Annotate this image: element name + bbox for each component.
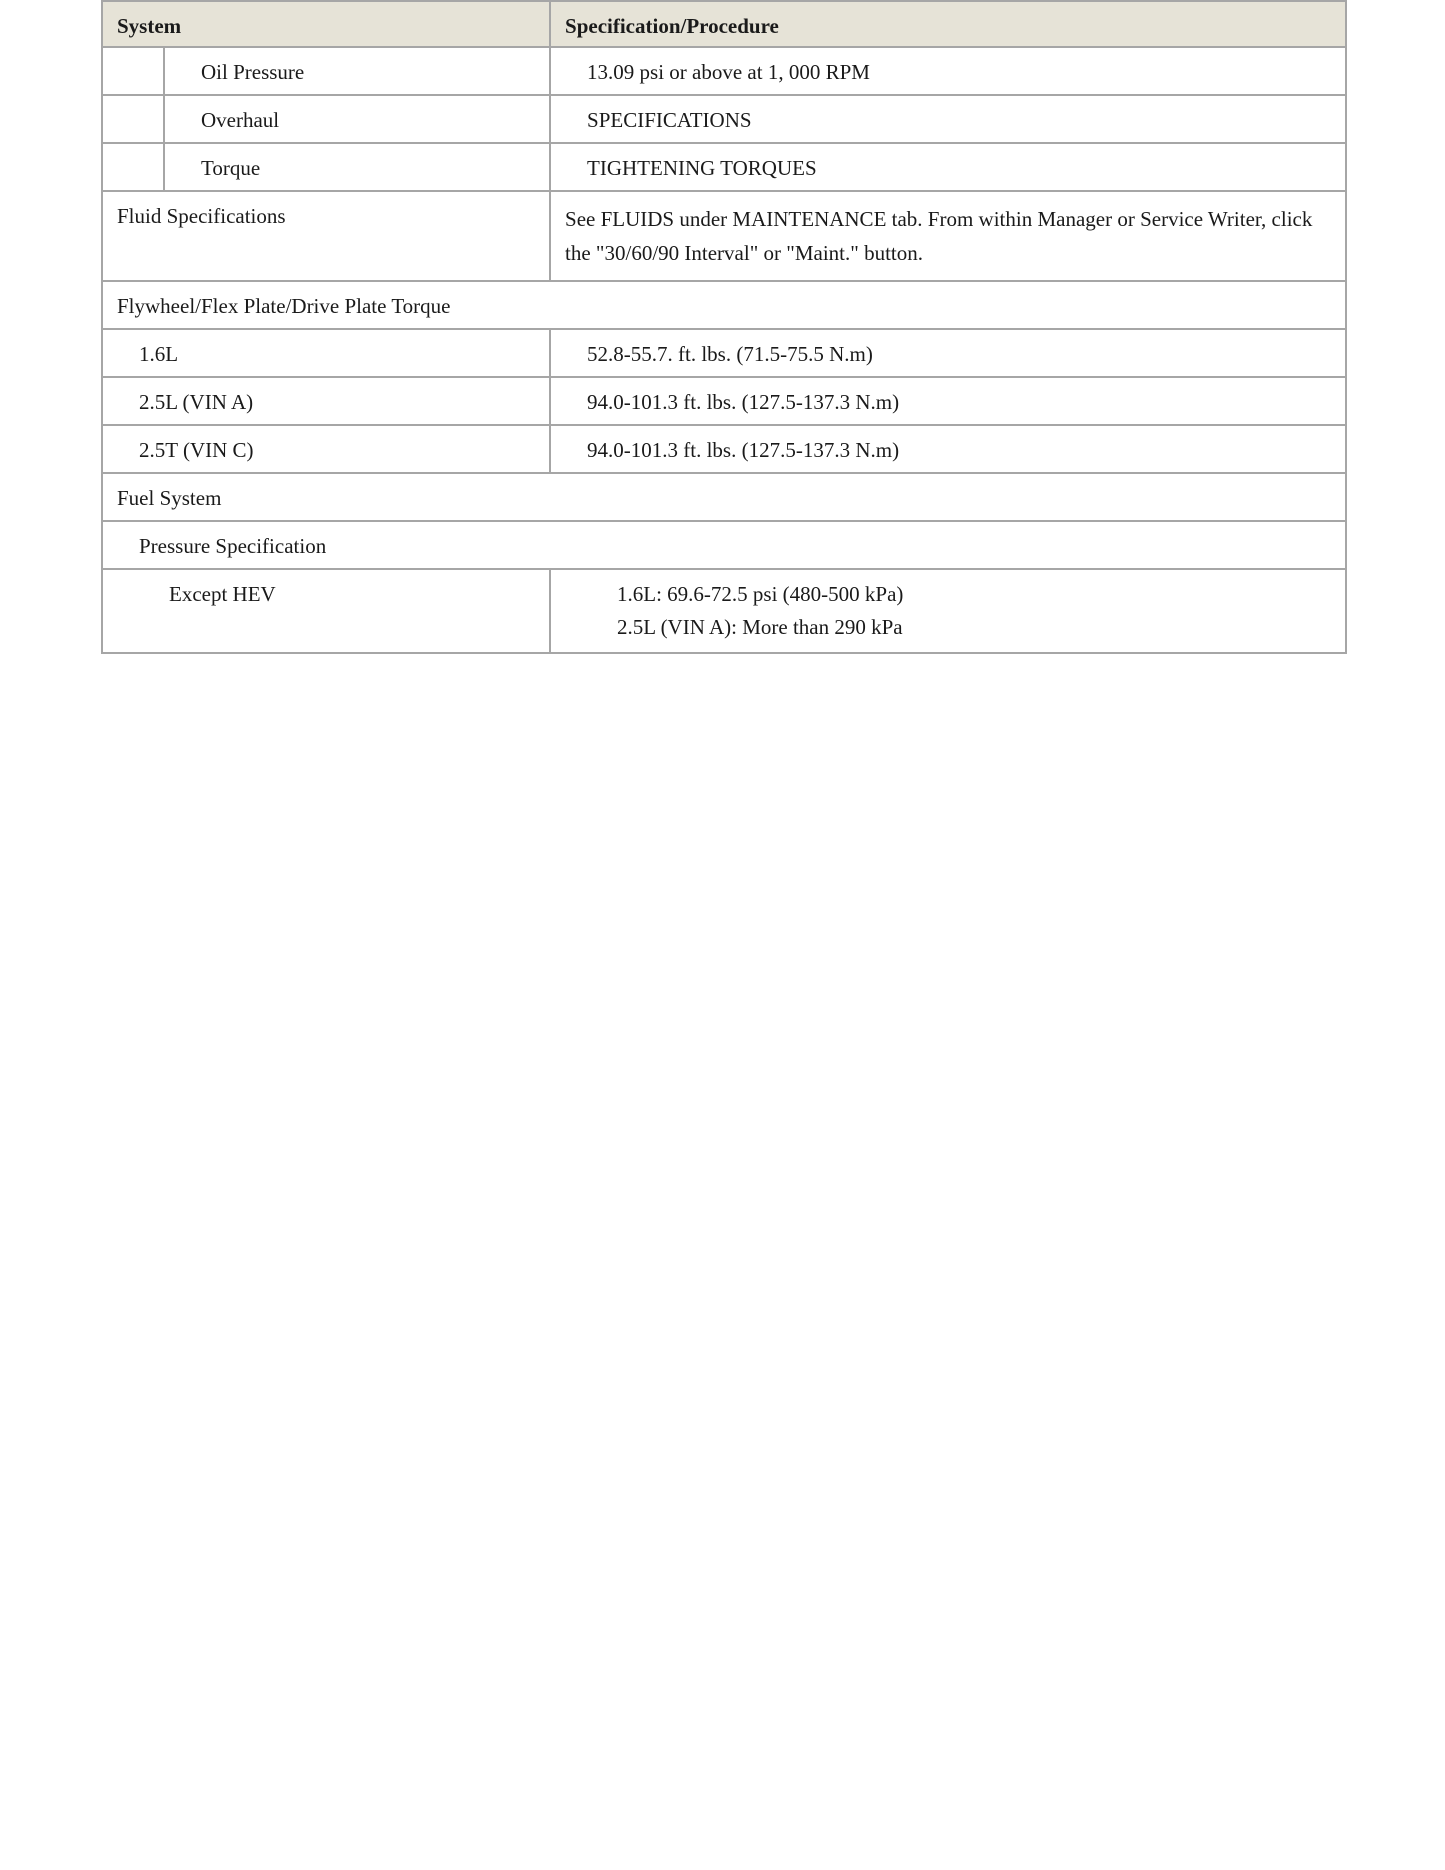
row-label-oil-pressure: Oil Pressure — [201, 60, 305, 84]
row-value-1-6l: 52.8-55.7. ft. lbs. (71.5-75.5 N.m) — [587, 342, 873, 366]
row-label-cell — [164, 143, 550, 191]
table-row — [102, 377, 1346, 425]
section-heading-pressure-spec: Pressure Specification — [139, 534, 327, 558]
row-label-2-5t: 2.5T (VIN C) — [139, 438, 254, 462]
section-heading-cell — [102, 473, 1346, 521]
row-label-cell — [102, 377, 550, 425]
table-row — [102, 473, 1346, 521]
row-label-cell — [102, 569, 550, 653]
row-value-cell — [550, 329, 1346, 377]
row-value-2-5t: 94.0-101.3 ft. lbs. (127.5-137.3 N.m) — [587, 438, 900, 462]
row-label-cell — [164, 47, 550, 95]
row-label-overhaul: Overhaul — [201, 108, 280, 132]
row-value-cell — [550, 569, 1346, 653]
row-value-cell — [550, 143, 1346, 191]
section-heading-cell — [102, 281, 1346, 329]
table-header-row — [102, 1, 1346, 47]
row-label-2-5l: 2.5L (VIN A) — [139, 390, 254, 414]
indent-cell — [102, 47, 164, 95]
table-row — [102, 329, 1346, 377]
row-label-cell — [164, 95, 550, 143]
table-row — [102, 569, 1346, 653]
header-system: System — [102, 1, 550, 47]
table-row — [102, 47, 1346, 95]
section-heading-cell — [102, 521, 1346, 569]
table-row — [102, 191, 1346, 281]
row-label-1-6l: 1.6L — [139, 342, 179, 366]
row-value-cell — [550, 425, 1346, 473]
row-value-torque: TIGHTENING TORQUES — [587, 156, 817, 180]
row-value-2-5l: 94.0-101.3 ft. lbs. (127.5-137.3 N.m) — [587, 390, 900, 414]
row-label-cell — [102, 191, 550, 281]
row-label-except-hev: Except HEV — [169, 582, 276, 606]
table-row — [102, 281, 1346, 329]
row-label-cell — [102, 425, 550, 473]
indent-cell — [102, 95, 164, 143]
row-label-fluid-specifications: Fluid Specifications — [117, 204, 286, 228]
row-value-cell — [550, 95, 1346, 143]
table-row — [102, 95, 1346, 143]
spec-line: 2.5L (VIN A): More than 290 kPa — [617, 615, 903, 639]
specification-table — [101, 0, 1347, 654]
section-heading-fuel-system: Fuel System — [117, 486, 222, 510]
row-value-cell — [550, 377, 1346, 425]
row-value-overhaul: SPECIFICATIONS — [587, 108, 752, 132]
table-row — [102, 143, 1346, 191]
table-row — [102, 425, 1346, 473]
row-value-cell — [550, 47, 1346, 95]
indent-cell — [102, 143, 164, 191]
row-label-torque: Torque — [201, 156, 261, 180]
header-specification: Specification/Procedure — [550, 1, 1346, 47]
section-heading-flywheel: Flywheel/Flex Plate/Drive Plate Torque — [117, 294, 451, 318]
row-value-cell — [550, 191, 1346, 281]
spec-line: 1.6L: 69.6-72.5 psi (480-500 kPa) — [617, 582, 904, 606]
row-value-oil-pressure: 13.09 psi or above at 1, 000 RPM — [587, 60, 870, 84]
row-label-cell — [102, 329, 550, 377]
table-row — [102, 521, 1346, 569]
row-value-except-hev — [551, 570, 1345, 652]
row-value-fluid-specifications: See FLUIDS under MAINTENANCE tab. From within Manager or Service Writer, click the "30/60/90 Interval" or "Maint." button. — [565, 207, 1313, 265]
